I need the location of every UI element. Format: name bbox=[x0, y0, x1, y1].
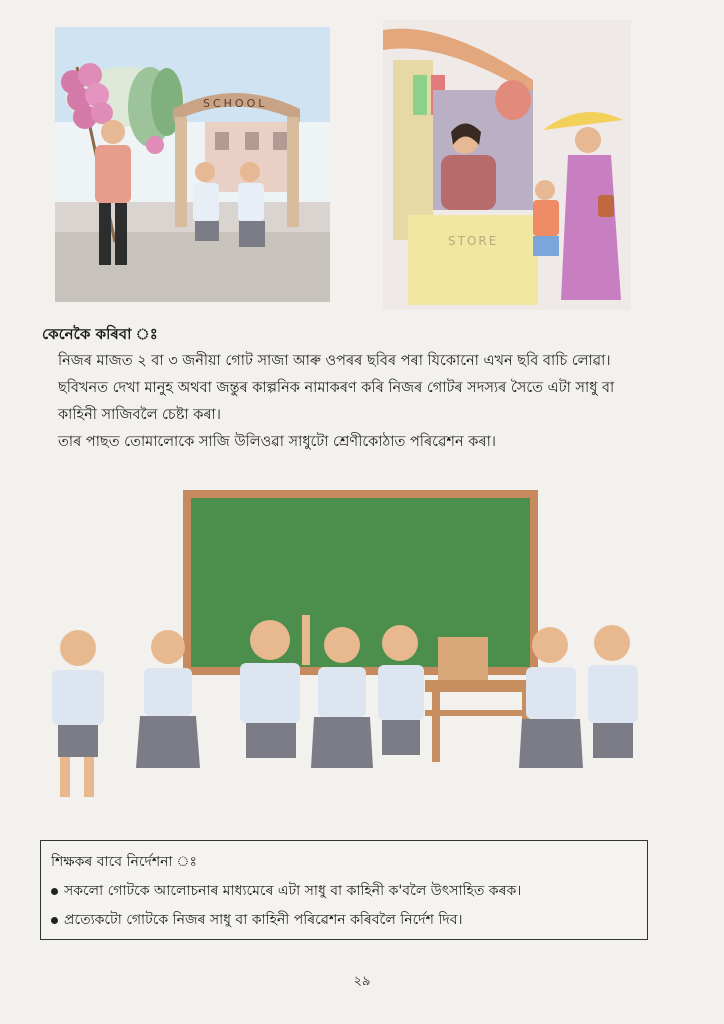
student-figures bbox=[52, 615, 638, 797]
instruction-line: ছবিখনত দেখা মানুহ অথবা জন্তুৰ কাল্পনিক নামাকৰণ কৰি নিজৰ গোটৰ সদস্যৰ সৈতে এটা সাধু বা bbox=[58, 380, 615, 396]
teacher-note-text: সকলো গোটকে আলোচনাৰ মাধ্যমেৰে এটা সাধু বা কাহিনী ক'বলৈ উৎসাহিত কৰক। bbox=[64, 883, 522, 899]
page-number: ২৯ bbox=[353, 974, 371, 989]
teacher-note-title: শিক্ষকৰ বাবে নিৰ্দেশনা ঃ bbox=[51, 854, 197, 870]
store-illustration bbox=[383, 20, 631, 310]
school-sign-text: SCHOOL bbox=[203, 97, 268, 110]
store-sign-text: STORE bbox=[448, 234, 499, 248]
instruction-line: তাৰ পাছত তোমালোকে সাজি উলিওৱা সাধুটো শ্ৰেণীকোঠাত পৰিৱেশন কৰা। bbox=[58, 434, 496, 450]
classroom-illustration bbox=[40, 485, 695, 815]
teacher-note-box bbox=[40, 840, 648, 940]
instruction-line: নিজৰ মাজত ২ বা ৩ জনীয়া গোট সাজা আৰু ওপৰৰ ছবিৰ পৰা যিকোনো এখন ছবি বাচি লোৱা। bbox=[58, 353, 611, 369]
school-gate-illustration bbox=[55, 27, 330, 302]
teacher-note-text: প্ৰত্যেকটো গোটকে নিজৰ সাধু বা কাহিনী পৰিৱেশন কৰিবলৈ নিৰ্দেশ দিব। bbox=[64, 912, 463, 928]
teacher-note-item bbox=[51, 906, 637, 935]
activity-instructions bbox=[58, 348, 678, 456]
bullet-icon bbox=[51, 917, 58, 924]
instruction-line: কাহিনী সাজিবলৈ চেষ্টা কৰা। bbox=[58, 407, 221, 423]
teacher-note-item bbox=[51, 877, 637, 906]
activity-heading: কেনেকৈ কৰিবা ঃ bbox=[42, 325, 158, 343]
bullet-icon bbox=[51, 888, 58, 895]
